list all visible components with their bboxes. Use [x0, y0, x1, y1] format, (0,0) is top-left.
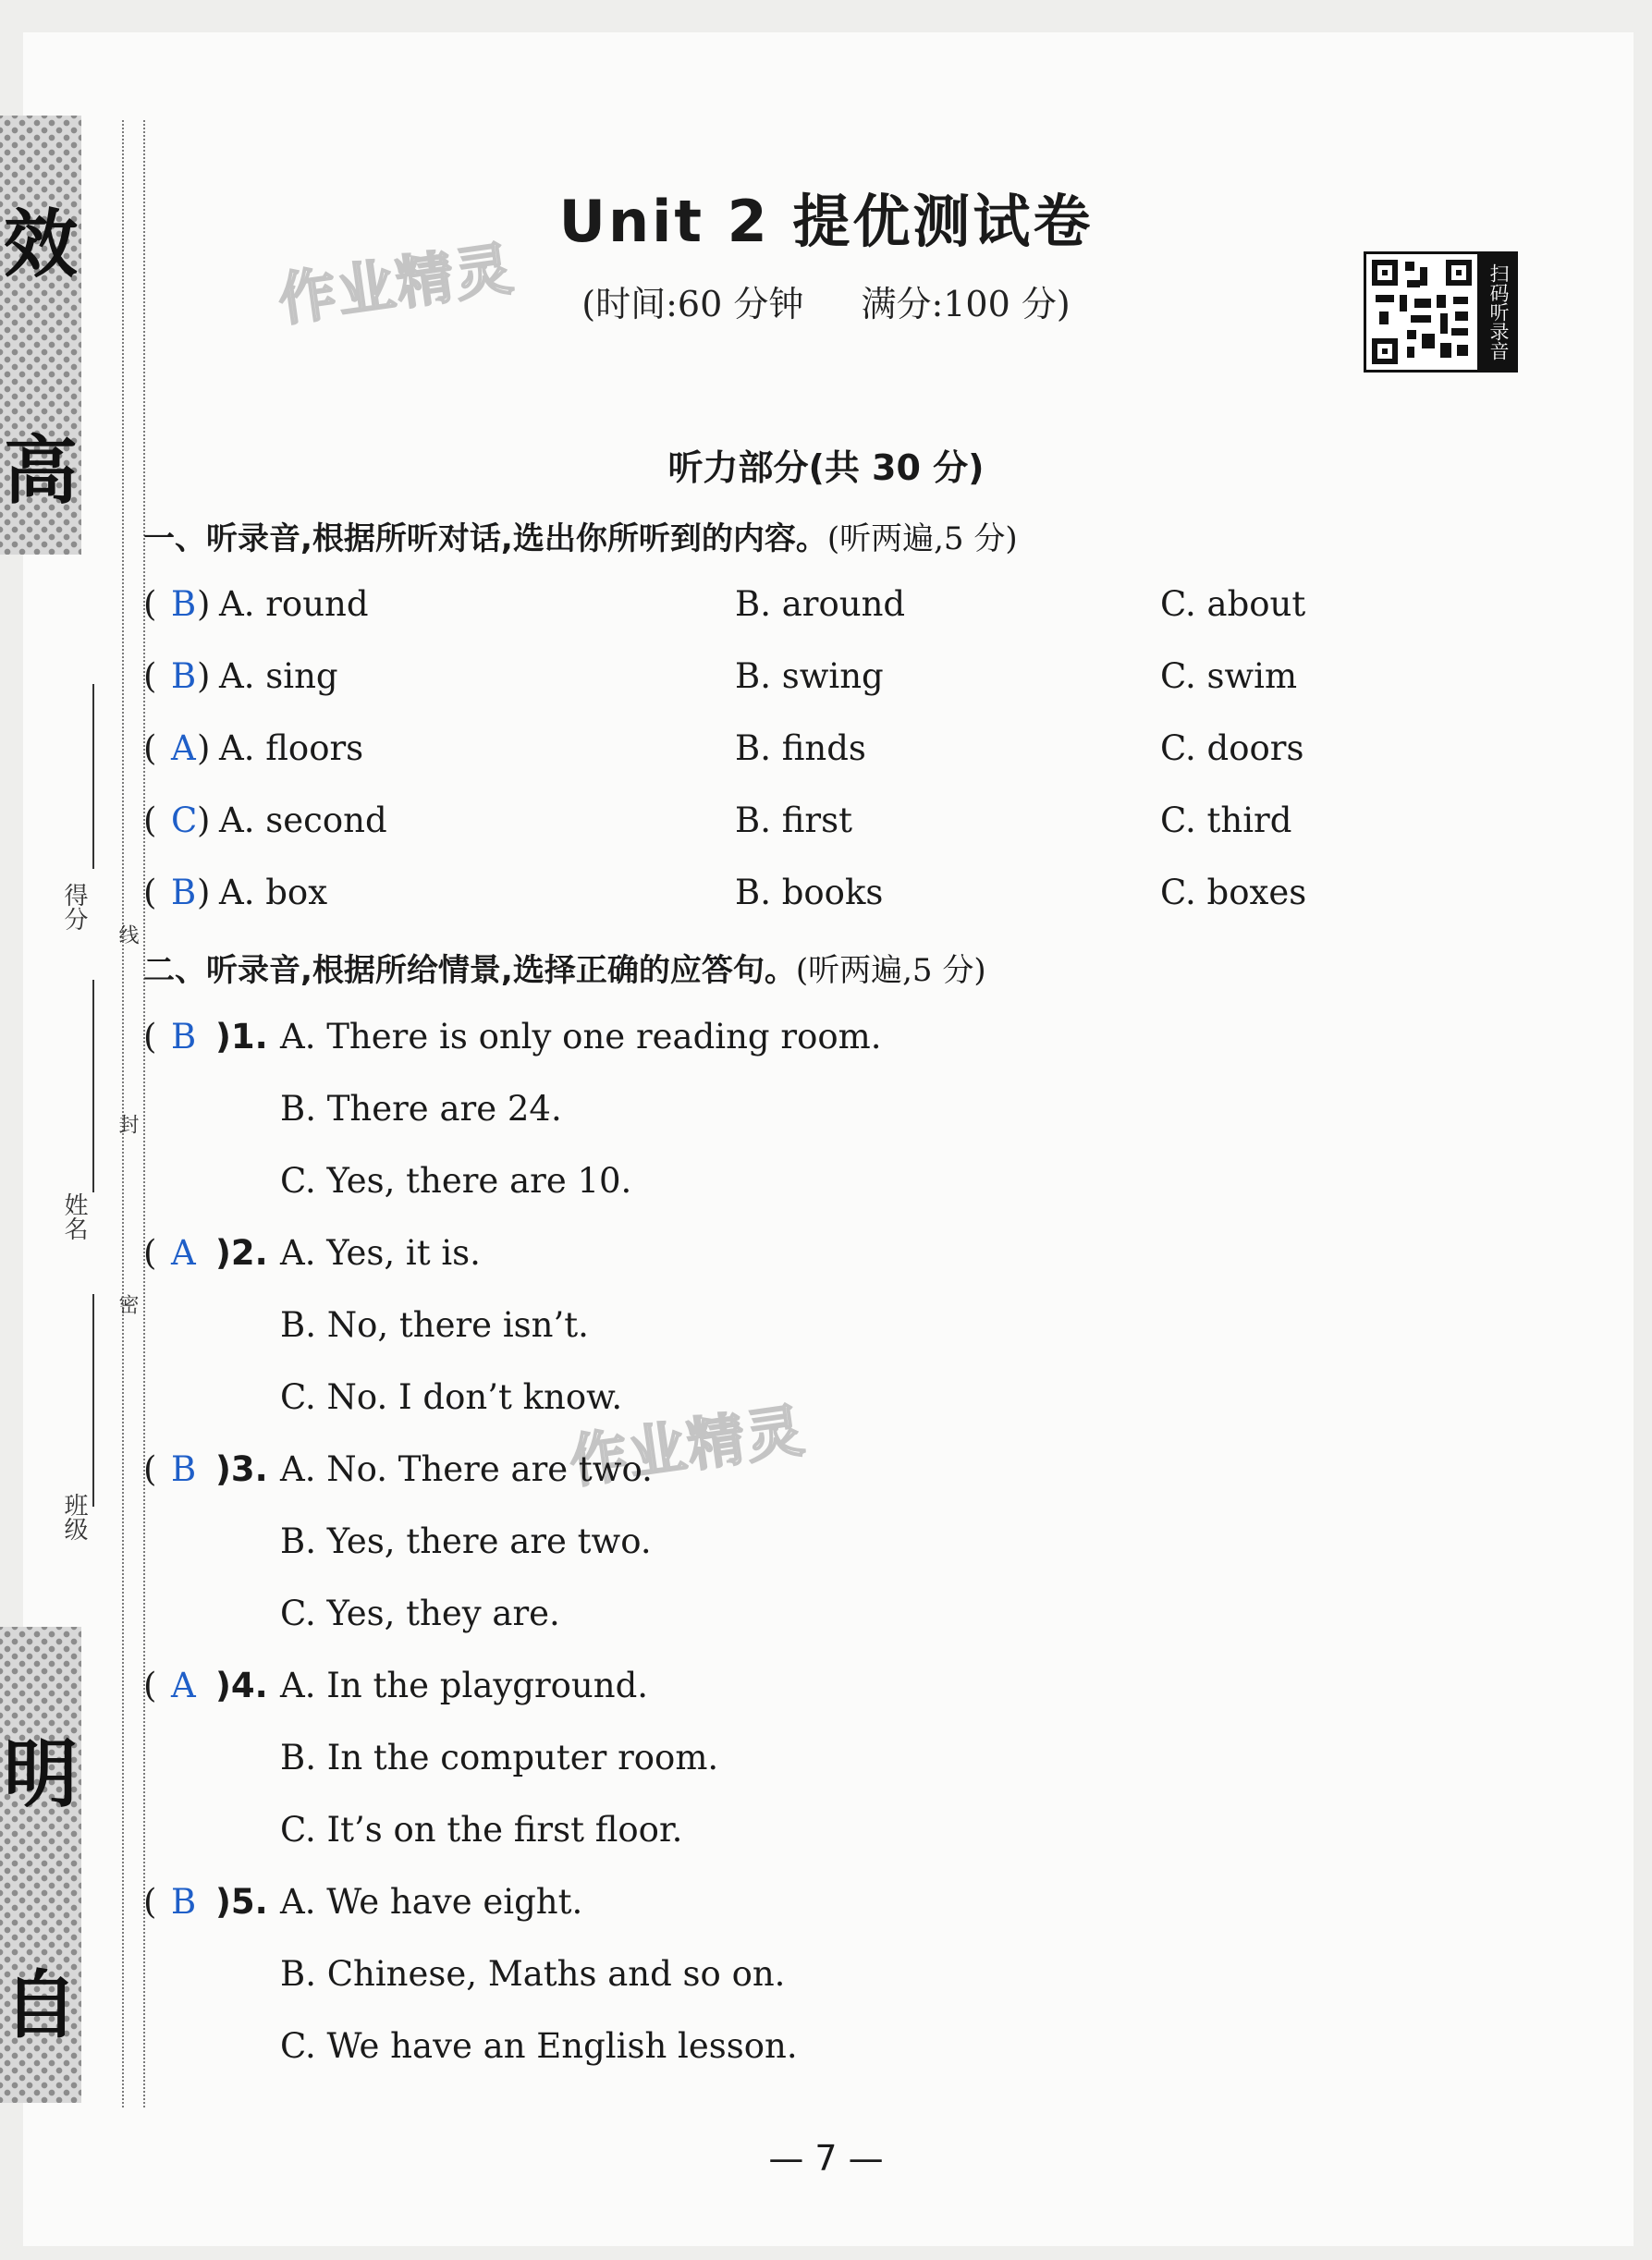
name-label: 姓名 [60, 1192, 88, 1240]
part2-note: (听两遍,5 分) [795, 952, 986, 989]
binding-dotted-line-2 [143, 120, 145, 2107]
qr-label: 扫码听录音 [1479, 251, 1518, 373]
option-a: A. box [219, 873, 328, 912]
option-c: C. swim [1160, 656, 1298, 696]
margin-glyph-top-1: 效 [4, 202, 78, 287]
question-number: )2. [215, 1233, 268, 1273]
closing-paren: ) [197, 728, 211, 768]
option-a: A. No. There are two. [280, 1449, 653, 1489]
cut-mark-line: 线 [116, 924, 139, 945]
option-a: A. sing [219, 656, 338, 696]
option-a: A. floors [219, 728, 364, 768]
option-c: C. doors [1160, 728, 1304, 768]
question-number: )1. [215, 1017, 268, 1057]
cut-mark-seal: 封 [116, 1114, 139, 1134]
qr-code-icon[interactable] [1364, 251, 1480, 373]
score-line [92, 684, 94, 869]
option-a: A. In the playground. [280, 1666, 649, 1705]
answer-mark[interactable]: B [171, 1017, 197, 1057]
option-a: A. We have eight. [280, 1882, 583, 1922]
margin-glyph-bottom-2: 自 [4, 1962, 78, 2048]
section-title: 听力部分(共 30 分) [667, 447, 985, 488]
option-b: B. No, there isn’t. [280, 1305, 589, 1345]
watermark-top: 作业精灵 [274, 234, 519, 335]
option-b: B. Yes, there are two. [280, 1521, 652, 1561]
answer-mark[interactable]: A [171, 1666, 196, 1705]
option-b: B. around [735, 584, 906, 624]
margin-glyph-bottom-1: 明 [4, 1731, 78, 1817]
part1-heading [143, 513, 1018, 558]
name-line [92, 980, 94, 1192]
option-c: C. It’s on the first floor. [280, 1810, 683, 1850]
answer-mark[interactable]: B [171, 656, 197, 696]
option-b: B. finds [735, 728, 866, 768]
time-limit: (时间:60 分钟 [581, 284, 804, 324]
answer-mark[interactable]: B [171, 1882, 197, 1922]
option-c: C. about [1160, 584, 1306, 624]
part2-heading-text: 二、听录音,根据所给情景,选择正确的应答句。 [143, 952, 796, 989]
option-c: C. Yes, they are. [280, 1594, 560, 1633]
part1-heading-text: 一、听录音,根据所听对话,选出你所听到的内容。 [143, 520, 827, 557]
closing-paren: ) [197, 800, 211, 840]
question-number: )3. [215, 1449, 268, 1489]
answer-mark[interactable]: B [171, 1449, 197, 1489]
question-number: )4. [215, 1666, 268, 1705]
answer-mark[interactable]: B [171, 584, 197, 624]
class-line [92, 1294, 94, 1507]
option-b: B. Chinese, Maths and so on. [280, 1954, 786, 1994]
option-c: C. We have an English lesson. [280, 2026, 798, 2066]
answer-mark[interactable]: A [171, 1233, 196, 1273]
closing-paren: ) [197, 584, 211, 624]
full-score: 满分:100 分) [861, 284, 1071, 324]
page-title: Unit 2 提优测试卷 [558, 188, 1094, 255]
answer-mark[interactable]: B [171, 873, 197, 912]
answer-mark[interactable]: C [171, 800, 198, 840]
part2-heading [143, 945, 986, 990]
option-b: B. In the computer room. [280, 1738, 719, 1777]
question-number: )5. [215, 1882, 268, 1922]
option-a: A. Yes, it is. [280, 1233, 481, 1273]
closing-paren: ) [197, 873, 211, 912]
option-c: C. boxes [1160, 873, 1307, 912]
option-b: B. first [735, 800, 852, 840]
class-label: 班级 [60, 1493, 88, 1541]
option-b: B. books [735, 873, 884, 912]
closing-paren: ) [197, 656, 211, 696]
answer-mark[interactable]: A [171, 728, 196, 768]
cut-mark-secret: 密 [116, 1294, 139, 1314]
option-a: A. second [219, 800, 387, 840]
option-c: C. No. I don’t know. [280, 1377, 623, 1417]
score-label: 得分 [60, 883, 88, 931]
part1-note: (听两遍,5 分) [826, 520, 1018, 557]
option-a: A. There is only one reading room. [280, 1017, 882, 1057]
option-a: A. round [219, 584, 369, 624]
page-number: — 7 — [768, 2138, 884, 2179]
margin-glyph-top-2: 高 [4, 428, 78, 514]
option-c: C. third [1160, 800, 1292, 840]
option-b: B. swing [735, 656, 884, 696]
watermark-middle: 作业精灵 [565, 1396, 810, 1496]
option-c: C. Yes, there are 10. [280, 1161, 632, 1201]
option-b: B. There are 24. [280, 1089, 562, 1129]
